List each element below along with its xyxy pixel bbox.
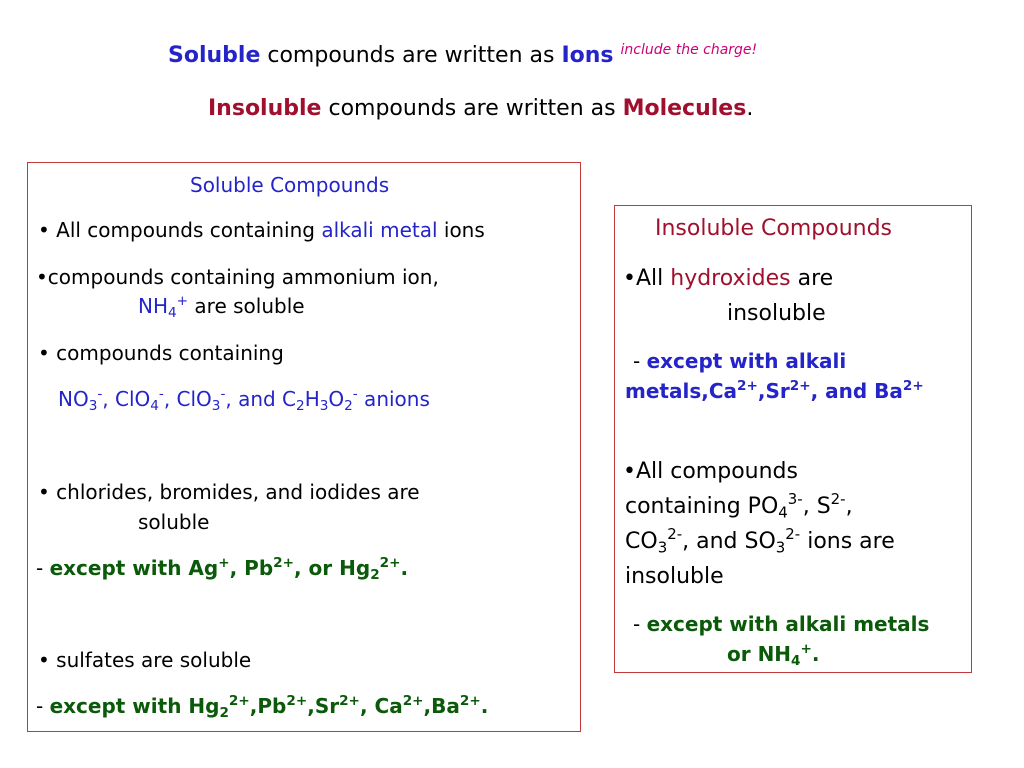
charge-note: include the charge! [620, 42, 758, 58]
molecules-word: Molecules [622, 96, 747, 121]
alkali-metal-highlight: alkali metal [321, 218, 438, 242]
insoluble-rule-anions-4: insoluble [625, 564, 724, 589]
ions-word: Ions [561, 43, 614, 68]
soluble-rule-ammonium: •compounds containing ammonium ion, [36, 265, 439, 289]
soluble-rule-sulfates: • sulfates are soluble [38, 648, 252, 672]
insoluble-rule-anions-3: $CO_3^{2-}$, and $SO_3^{2-}$ ions are [625, 525, 895, 557]
soluble-title: Soluble Compounds [190, 173, 390, 197]
anions-formula: $NO_3^-$, ClO$_4$-, ClO$_3$-, and $C_2H_3O_2^-$ anions [58, 385, 430, 415]
hydroxides-exception-1: - except with alkali [633, 349, 847, 373]
insoluble-rule-hydroxides-2: insoluble [727, 301, 826, 326]
hydroxides-highlight: hydroxides [670, 266, 791, 291]
header-line-ions [168, 42, 757, 68]
sulfates-exception-text: except with $Hg_2^{2+},Pb^{2+},Sr^{2+}$, $Ca^{2+},Ba^{2+}$. [49, 692, 489, 722]
insoluble-rule-anions-2: containing $PO_4^{3-}$, $S^{2-}$, [625, 490, 853, 522]
header-text-2: compounds are written as [321, 96, 623, 121]
soluble-rule-halides: • chlorides, bromides, and iodides are [38, 480, 420, 504]
soluble-word: Soluble [168, 43, 261, 68]
halides-exception-text: except with Ag+, $Pb^{2+}$, or $Hg_2^{2+}$. [49, 554, 409, 584]
anions-exception-1: - except with alkali metals [633, 612, 930, 636]
header-text-1: compounds are written as [260, 43, 562, 68]
soluble-rule-alkali: • All compounds containing alkali metal ions [38, 218, 485, 242]
insoluble-compounds-box [614, 205, 972, 673]
insoluble-rule-hydroxides: •All hydroxides are [623, 266, 834, 291]
soluble-rule-halides-2: soluble [138, 510, 210, 534]
halides-exception: - except with Ag+, $Pb^{2+}$, or $Hg_2^{2+}$. [36, 554, 409, 584]
ammonium-formula: $NH_4^+$ [138, 292, 189, 322]
header-line-molecules [208, 96, 753, 121]
hydroxides-exception-2: $metals,Ca^{2+},Sr^{2+}$, and $Ba^{2+}$ [625, 377, 924, 403]
sulfates-exception: - except with $Hg_2^{2+},Pb^{2+},Sr^{2+}$, $Ca^{2+},Ba^{2+}$. [36, 692, 489, 722]
soluble-compounds-box [27, 162, 581, 732]
soluble-rule-ammonium-2: $NH_4^+$ are soluble [138, 292, 305, 322]
insoluble-word: Insoluble [208, 96, 322, 121]
header-period: . [746, 96, 754, 121]
insoluble-title: Insoluble Compounds [655, 216, 893, 241]
anions-exception-2: or $NH_4^+$. [727, 640, 820, 670]
insoluble-rule-anions-1: •All compounds [623, 459, 798, 484]
soluble-rule-anions: • compounds containing [38, 341, 284, 365]
